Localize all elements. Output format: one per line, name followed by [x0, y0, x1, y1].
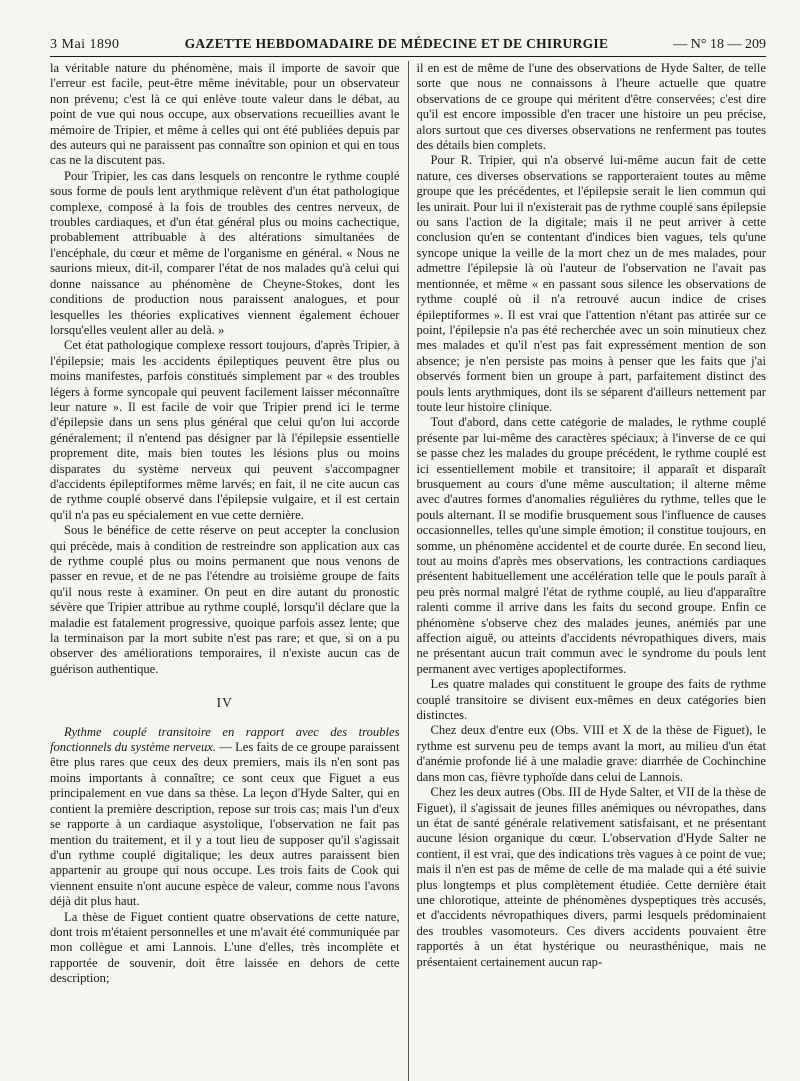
paragraph: Chez les deux autres (Obs. III de Hyde Salter, et VII de la thèse de Figuet), il s'agissait de jeunes filles anémiques ou névropathes, dans un état de santé générale relativement satisfaisant, et ne présentant aucune lésion organique du cœur. L'observation d'Hyde Salter ne contient, il est vrai, que des indications très vagues à ce point de vue; mais il n'en est pas de même de celle de ma malade qui a été suivie plus longtemps et plus complètement étudiée. Cette dernière était une chlorotique, atteinte de phénomènes dyspeptiques très accusés, et d'accidents névropathiques divers, parmi lesquels prédominaient des troubles vasomoteurs. Ces divers accidents pouvaient être rapportés à un état hystérique ou neurasthénique, mais ne présentaient certainement aucun rap- [416, 785, 766, 969]
paragraph: Pour Tripier, les cas dans lesquels on rencontre le rythme couplé sous forme de pouls lent arythmique relèvent d'un état pathologique complexe, composé à la fois de troubles des centres nerveux, de troubles cardiaques, et d'un état général plus ou moins cachectique, probablement attribuable à des altérations simultanées de l'encéphale, du cœur et même de l'organisme en général. « Nous ne saurions mieux, dit-il, comparer l'état de nos malades qu'à celui qui donne naissance au phénomène de Cheyne-Stokes, dont les conditions de production nous paraissent analogues, et pour lesquelles les théories explicatives viennent également échouer lorsqu'elles veulent aller au delà. » [50, 168, 400, 337]
paragraph: Les quatre malades qui constituent le groupe des faits de rythme couplé transitoire se divisent eux-mêmes en deux catégories bien distinctes. [416, 677, 766, 723]
paragraph: La thèse de Figuet contient quatre observations de cette nature, dont trois m'étaient personnelles et une m'avait été communiquée par mon collègue et ami Lannois. L'une d'elles, très incomplète et rapportée de souvenir, doit être laissée en dehors de cette description; [50, 909, 400, 986]
paragraph: la véritable nature du phénomène, mais il importe de savoir que l'erreur est facile, peut-être même inévitable, pour un observateur non prévenu; c'est là ce qui enlève toute valeur dans le débat, au point de vue qui nous occupe, aux observations recueillies avant le mémoire de Tripier, et même à celles qui ont été publiées depuis par des auteurs qui ne paraissent pas connaître son opinion et qui en tous cas ne la discutent pas. [50, 61, 400, 168]
paragraph: Cet état pathologique complexe ressort toujours, d'après Tripier, à l'épilepsie; mais les accidents épileptiques peuvent être plus ou moins manifestes, parfois constitués simplement par « des troubles légers à forme syncopale qui peuvent facilement laisser méconnaître leur nature ». Il est facile de voir que Tripier prend ici le terme d'épilepsie dans un sens plus général que celui qu'on lui accorde généralement; il n'entend pas désigner par là l'épilepsie essentielle proprement dite, mais bien toutes les lésions plus ou moins disparates du système nerveux qui peuvent s'accompagner d'accidents épileptiformes même larvés; en fait, il ne cite aucun cas de rythme couplé observé dans l'épilepsie vulgaire, et il est certain qu'il n'a pas eu spécialement en vue cette dernière. [50, 338, 400, 522]
column-divider [408, 61, 409, 1081]
paragraph: il en est de même de l'une des observations de Hyde Salter, de telle sorte que nous ne connaissons à l'heure actuelle que quatre observations de ce groupe qui méritent d'être conservées; c'est dire qu'il est encore impossible d'en tracer une histoire un peu précise, alors surtout que ces diverses observations ne renferment pas toutes des détails bien complets. [416, 61, 766, 153]
text-columns [50, 61, 766, 1081]
paragraph: Chez deux d'entre eux (Obs. VIII et X de la thèse de Figuet), le rythme est survenu peu de temps avant la mort, au milieu d'un état d'anémie profonde lié à une maladie grave: diarrhée de Cochinchine dans mon cas, fièvre typhoïde dans celui de Lannois. [416, 723, 766, 784]
issue-date: 3 Mai 1890 [50, 37, 120, 52]
section-number: IV [216, 695, 233, 711]
running-header [50, 36, 766, 57]
paragraph: Pour R. Tripier, qui n'a observé lui-même aucun fait de cette nature, ces diverses observations se rapporteraient toutes au même groupe que les précédentes, et l'épilepsie serait le lien commun qui les unirait. Pour lui il n'existerait pas de rythme couplé sans épilepsie ou sans l'action de la digitale; mais il ne peut arriver à cette conclusion qu'en se contentant d'indices bien vagues, tels qu'une syncope unique la veille de la mort chez un de mes malades, pour admettre l'épilepsie là où l'auteur de l'observation ne l'avait pas mentionnée, et même « en passant sous silence les observations de rythme couplé où il n'a retrouvé aucun indice de crises épileptiformes ». Il est vrai que l'attention n'étant pas attirée sur ce point, l'épilepsie n'a pas été recherchée avec un soin minutieux chez mes malades et qu'il n'est pas fait expressément mention de son absence; je n'en persiste pas moins à penser que les faits que j'ai observés forment bien un groupe à part, parfaitement distinct des pouls lents arythmiques, dont ils se séparent d'ailleurs nettement par toute leur histoire clinique. [416, 153, 766, 414]
paragraph: Tout d'abord, dans cette catégorie de malades, le rythme couplé présente par lui-même des caractères spéciaux; à l'inverse de ce qui se passe chez les malades du groupe précédent, le rythme couplé est ici essentiellement mobile et transitoire; il apparaît et disparaît brusquement au cours d'une même auscultation; il alterne même avec d'autres formes d'anomalies régulières du rythme, telles que le pouls alternant. Il se modifie brusquement sous l'influence de causes occasionnelles, telles qu'une simple émotion; il constitue toujours, en somme, un phénomène accidentel et de courte durée. En second lieu, tout au moins d'après mes observations, les contractions cardiaques présentent habituellement une accélération telle que le pouls paraît à peu près normal malgré l'état de rythme couplé, au lieu d'apparaître ralenti comme il arrive dans les faits du second groupe. Enfin ce phénomène s'observe chez des malades jeunes, anémiés par une affection aiguë, ou atteints d'accidents névropathiques divers, mais ne présentant aucun trait commun avec le syndrome du pouls lent permanent avec vertiges apoplectiformes. [416, 415, 766, 676]
section-title: Rythme couplé transitoire en rapport avec des troubles fonctionnels du système nerveux. [50, 724, 400, 755]
section-paragraph [50, 725, 400, 910]
issue-page-number: — N° 18 — 209 [673, 37, 766, 52]
paragraph: Sous le bénéfice de cette réserve on peut accepter la conclusion qui précède, mais à condition de restreindre son application aux cas de rythme couplé plus ou moins permanent que nous venons de passer en revue, et de ne pas l'étendre au troisième groupe de faits qu'il nous reste à examiner. On peut en dire autant du pronostic sévère que Tripier attribue au rythme couplé, lorsqu'il déclare que la maladie est fatalement progressive, quoique parfois assez lente; que la terminaison par la mort subite n'est pas rare; et que, si on a pu observer des améliorations temporaires, il n'existe aucun cas de guérison authentique. [50, 523, 400, 676]
left-column [50, 61, 400, 1081]
journal-title: GAZETTE HEBDOMADAIRE DE MÉDECINE ET DE CHIRURGIE [184, 36, 609, 51]
section-lead-text: — Les faits de ce groupe paraissent être plus rares que ceux des deux premiers, mais ils n'en sont pas moins importants à connaître; ce sont ceux que Figuet a eus principalement en vue dans sa thèse. La leçon d'Hyde Salter, qui en contient la première description, repose sur trois cas; mais l'un d'eux se rapporte à un cardiaque asystolique, l'observation ne fait pas mention du traitement, et il y a tout lieu de supposer qu'il s'agissait d'un rythme couplé digitalique; les deux autres paraissent bien appartenir au groupe qui nous occupe. Les trois faits de Cook qui viennent ensuite n'ont aucune espèce de valeur, comme nous l'avons déjà dit plus haut. [50, 740, 400, 909]
right-column [417, 61, 767, 1081]
